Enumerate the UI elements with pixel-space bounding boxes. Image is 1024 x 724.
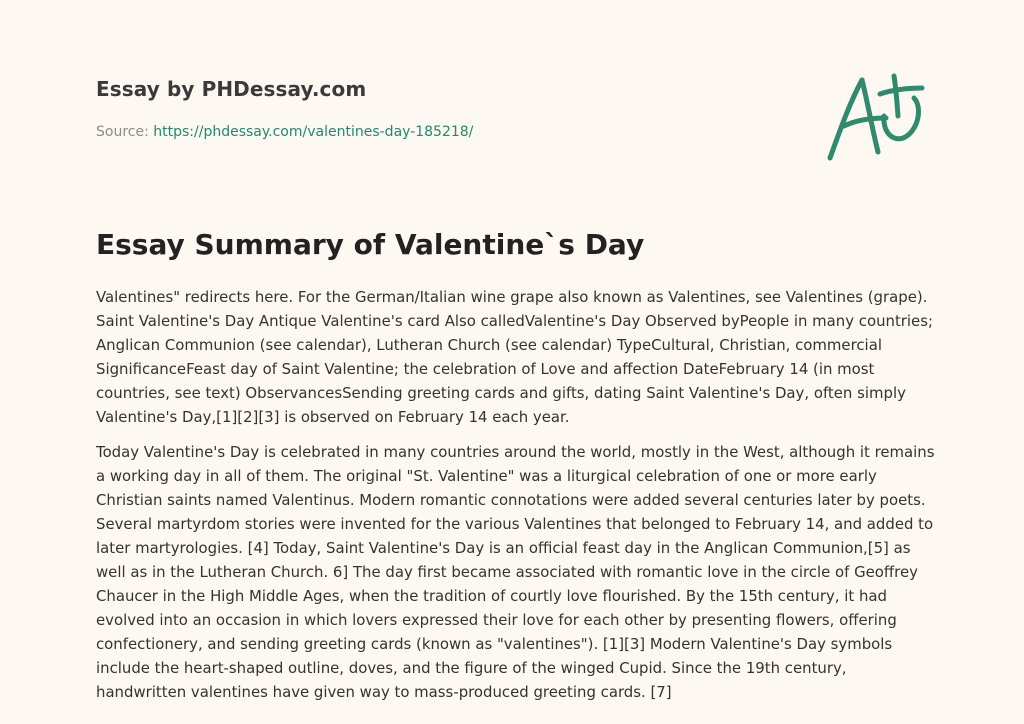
source-label: Source: <box>96 124 149 140</box>
logo-plus-horizontal <box>880 88 922 94</box>
source-line <box>96 124 473 140</box>
logo-swoosh <box>884 98 919 139</box>
logo-plus-vertical <box>894 76 898 116</box>
essay-title: Essay Summary of Valentine`s Day <box>96 228 645 261</box>
essay-paragraph: Valentines" redirects here. For the German/Italian wine grape also known as Valentines, see Valentines (grape). Saint Valentine's Day Antique Valentine's card Also calledValentine's Day Observed byPeople in many countries; Anglican Communion (see calendar), Lutheran Church (see calendar) TypeCultural, Christian, commercial SignificanceFeast day of Saint Valentine; the celebration of Love and affection DateFebruary 14 (in most countries, see text) ObservancesSending greeting cards and gifts, dating Saint Valentine's Day, often simply Valentine's Day,[1][2][3] is observed on February 14 each year. <box>96 288 933 426</box>
source-link[interactable]: https://phdessay.com/valentines-day-185218/ <box>153 124 474 140</box>
essay-paragraph: Today Valentine's Day is celebrated in many countries around the world, mostly in the West, although it remains a working day in all of them. The original "St. Valentine" was a liturgical celebration of one or more early Christian saints named Valentinus. Modern romantic connotations were added several centuries later by poets. Several martyrdom stories were invented for the various Valentines that belonged to February 14, and added to later martyrologies. [4] Today, Saint Valentine's Day is an official feast day in the Anglican Communion,[5] as well as in the Lutheran Church. 6] The day first became associated with romantic love in the circle of Geoffrey Chaucer in the High Middle Ages, when the tradition of courtly love flourished. By the 15th century, it had evolved into an occasion in which lovers expressed their love for each other by presenting flowers, offering confectionery, and sending greeting cards (known as "valentines"). [1][3] Modern Valentine's Day symbols include the heart-shaped outline, doves, and the figure of the winged Cupid. Since the 19th century, handwritten valentines have given way to mass-produced greeting cards. [7] <box>96 443 935 701</box>
essay-body <box>96 285 936 715</box>
logo-a-crossbar <box>844 118 886 126</box>
site-title: Essay by PHDessay.com <box>96 77 367 101</box>
a-plus-grade-icon <box>822 68 926 164</box>
